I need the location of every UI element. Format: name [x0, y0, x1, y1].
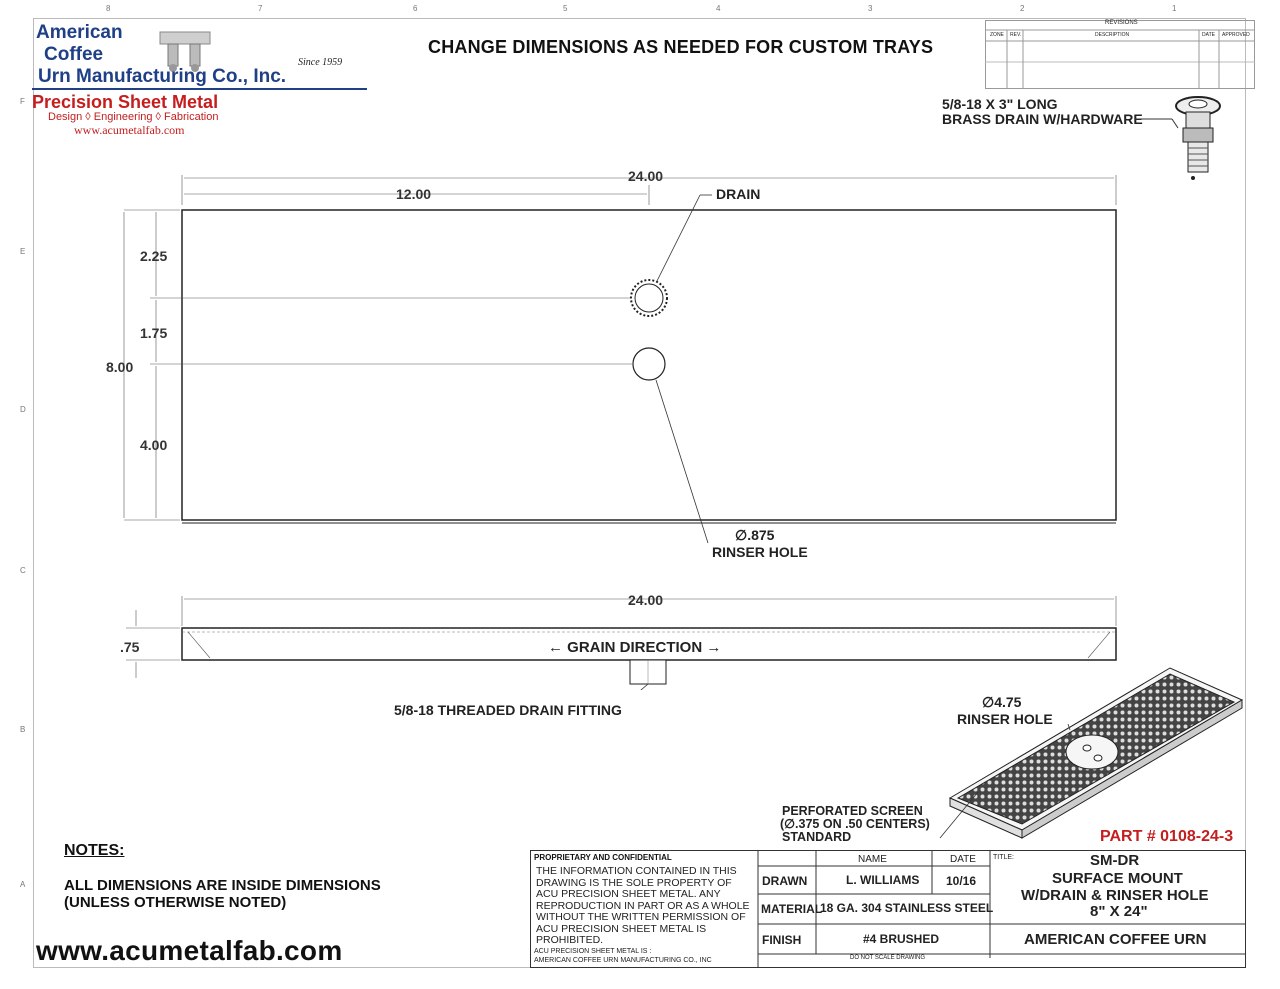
side-dim-width: 24.00: [628, 592, 664, 608]
dim-overall-width: 24.00: [628, 168, 664, 184]
do-not-scale: DO NOT SCALE DRAWING: [850, 955, 926, 961]
rev-col-zone: ZONE: [990, 32, 1004, 38]
revisions-title: REVISIONS: [1105, 20, 1138, 26]
zone-top-8: 8: [106, 4, 111, 13]
proprietary-text: THE INFORMATION CONTAINED IN THIS DRAWING IS THE SOLE PROPERTY OF ACU PRECISION SHEET METAL. ANY REPRODUCTION IN PART OR AS A WHOLE WITHOUT THE WRITTEN PERMISSION OF ACU PRECISION SHEET METAL IS PROHIBITED.: [536, 865, 750, 946]
zone-side-f: F: [20, 97, 25, 106]
zone-side-d: D: [20, 405, 26, 414]
title-line4: 8" X 24": [1090, 903, 1148, 920]
notes-line2: (UNLESS OTHERWISE NOTED): [64, 894, 287, 911]
zone-top-2: 2: [1020, 4, 1025, 13]
logo-services: Design ◊ Engineering ◊ Fabrication: [48, 111, 219, 123]
rev-col-description: DESCRIPTION: [1095, 32, 1130, 38]
zone-top-4: 4: [716, 4, 721, 13]
perforated-screen-line1: PERFORATED SCREEN: [782, 804, 923, 818]
perforated-screen-line3: STANDARD: [782, 830, 852, 844]
notes-title: NOTES:: [64, 842, 125, 859]
logo-coffee: Coffee: [44, 44, 104, 65]
grain-direction: ← GRAIN DIRECTION →: [548, 639, 722, 656]
logo-since: Since 1959: [298, 57, 343, 68]
tb-name-header: NAME: [858, 854, 887, 865]
zone-top-6: 6: [413, 4, 418, 13]
logo-american: American: [36, 22, 123, 43]
iso-rinser-label: RINSER HOLE: [957, 711, 1053, 727]
zone-side-e: E: [20, 247, 26, 256]
tb-finish-value: #4 BRUSHED: [863, 932, 940, 946]
zone-top-5: 5: [563, 4, 568, 13]
notes-line1: ALL DIMENSIONS ARE INSIDE DIMENSIONS: [64, 877, 381, 894]
drain-fitting-label: 5/8-18 THREADED DRAIN FITTING: [394, 702, 622, 718]
acu-line1: ACU PRECISION SHEET METAL IS :: [534, 948, 652, 955]
brass-drain-icon: [1130, 92, 1240, 187]
title-line3: W/DRAIN & RINSER HOLE: [1021, 887, 1209, 904]
tb-finish-label: FINISH: [762, 933, 802, 947]
rev-col-approved: APPROVED: [1222, 32, 1250, 38]
zone-side-b: B: [20, 725, 26, 734]
tb-material-label: MATERIAL: [761, 902, 823, 916]
website-link[interactable]: www.acumetalfab.com: [36, 935, 343, 966]
perforated-screen-line2: (∅.375 ON .50 CENTERS): [780, 817, 930, 831]
title-company: AMERICAN COFFEE URN: [1024, 931, 1207, 948]
tb-title-header: TITLE:: [993, 854, 1015, 861]
tb-drawn-name: L. WILLIAMS: [846, 873, 920, 887]
rev-col-rev: REV.: [1010, 32, 1022, 38]
zone-top-7: 7: [258, 4, 263, 13]
zone-top-3: 3: [868, 4, 873, 13]
zone-top-1: 1: [1172, 4, 1177, 13]
tb-drawn-date: 10/16: [946, 874, 977, 888]
dim-1-75: 1.75: [140, 325, 168, 341]
dim-2-25: 2.25: [140, 248, 168, 264]
part-number: PART # 0108-24-3: [1100, 828, 1234, 845]
hardware-note-line2: BRASS DRAIN W/HARDWARE: [942, 111, 1143, 127]
tb-material-value: 18 GA. 304 STAINLESS STEEL: [820, 901, 994, 915]
zone-side-c: C: [20, 566, 26, 575]
drain-label: DRAIN: [716, 186, 761, 202]
acu-line2: AMERICAN COFFEE URN MANUFACTURING CO., INC: [534, 957, 712, 964]
isometric-tray-drawing: [930, 660, 1250, 840]
page-headline: CHANGE DIMENSIONS AS NEEDED FOR CUSTOM TRAYS: [428, 37, 934, 57]
logo-urn-manufacturing: Urn Manufacturing Co., Inc.: [38, 66, 287, 87]
iso-rinser-dia: ∅4.75: [982, 694, 1022, 710]
tb-drawn-label: DRAWN: [762, 874, 808, 888]
tb-date-header: DATE: [950, 854, 976, 865]
dim-height: 8.00: [106, 359, 134, 375]
dim-4-00: 4.00: [140, 437, 168, 453]
side-dim-height: .75: [120, 639, 140, 655]
title-line1: SM-DR: [1090, 852, 1140, 869]
top-view-drawing: [110, 165, 1130, 565]
dim-half-width: 12.00: [396, 186, 432, 202]
zone-side-a: A: [20, 880, 26, 889]
proprietary-header: PROPRIETARY AND CONFIDENTIAL: [534, 853, 672, 862]
rev-col-date: DATE: [1202, 32, 1215, 38]
title-line2: SURFACE MOUNT: [1052, 870, 1183, 887]
rinser-label: RINSER HOLE: [712, 544, 808, 560]
rinser-dia: ∅.875: [735, 527, 775, 543]
hardware-note-line1: 5/8-18 X 3" LONG: [942, 96, 1058, 112]
logo-url[interactable]: www.acumetalfab.com: [74, 123, 185, 137]
precision-sheet-metal: Precision Sheet Metal: [32, 92, 219, 112]
